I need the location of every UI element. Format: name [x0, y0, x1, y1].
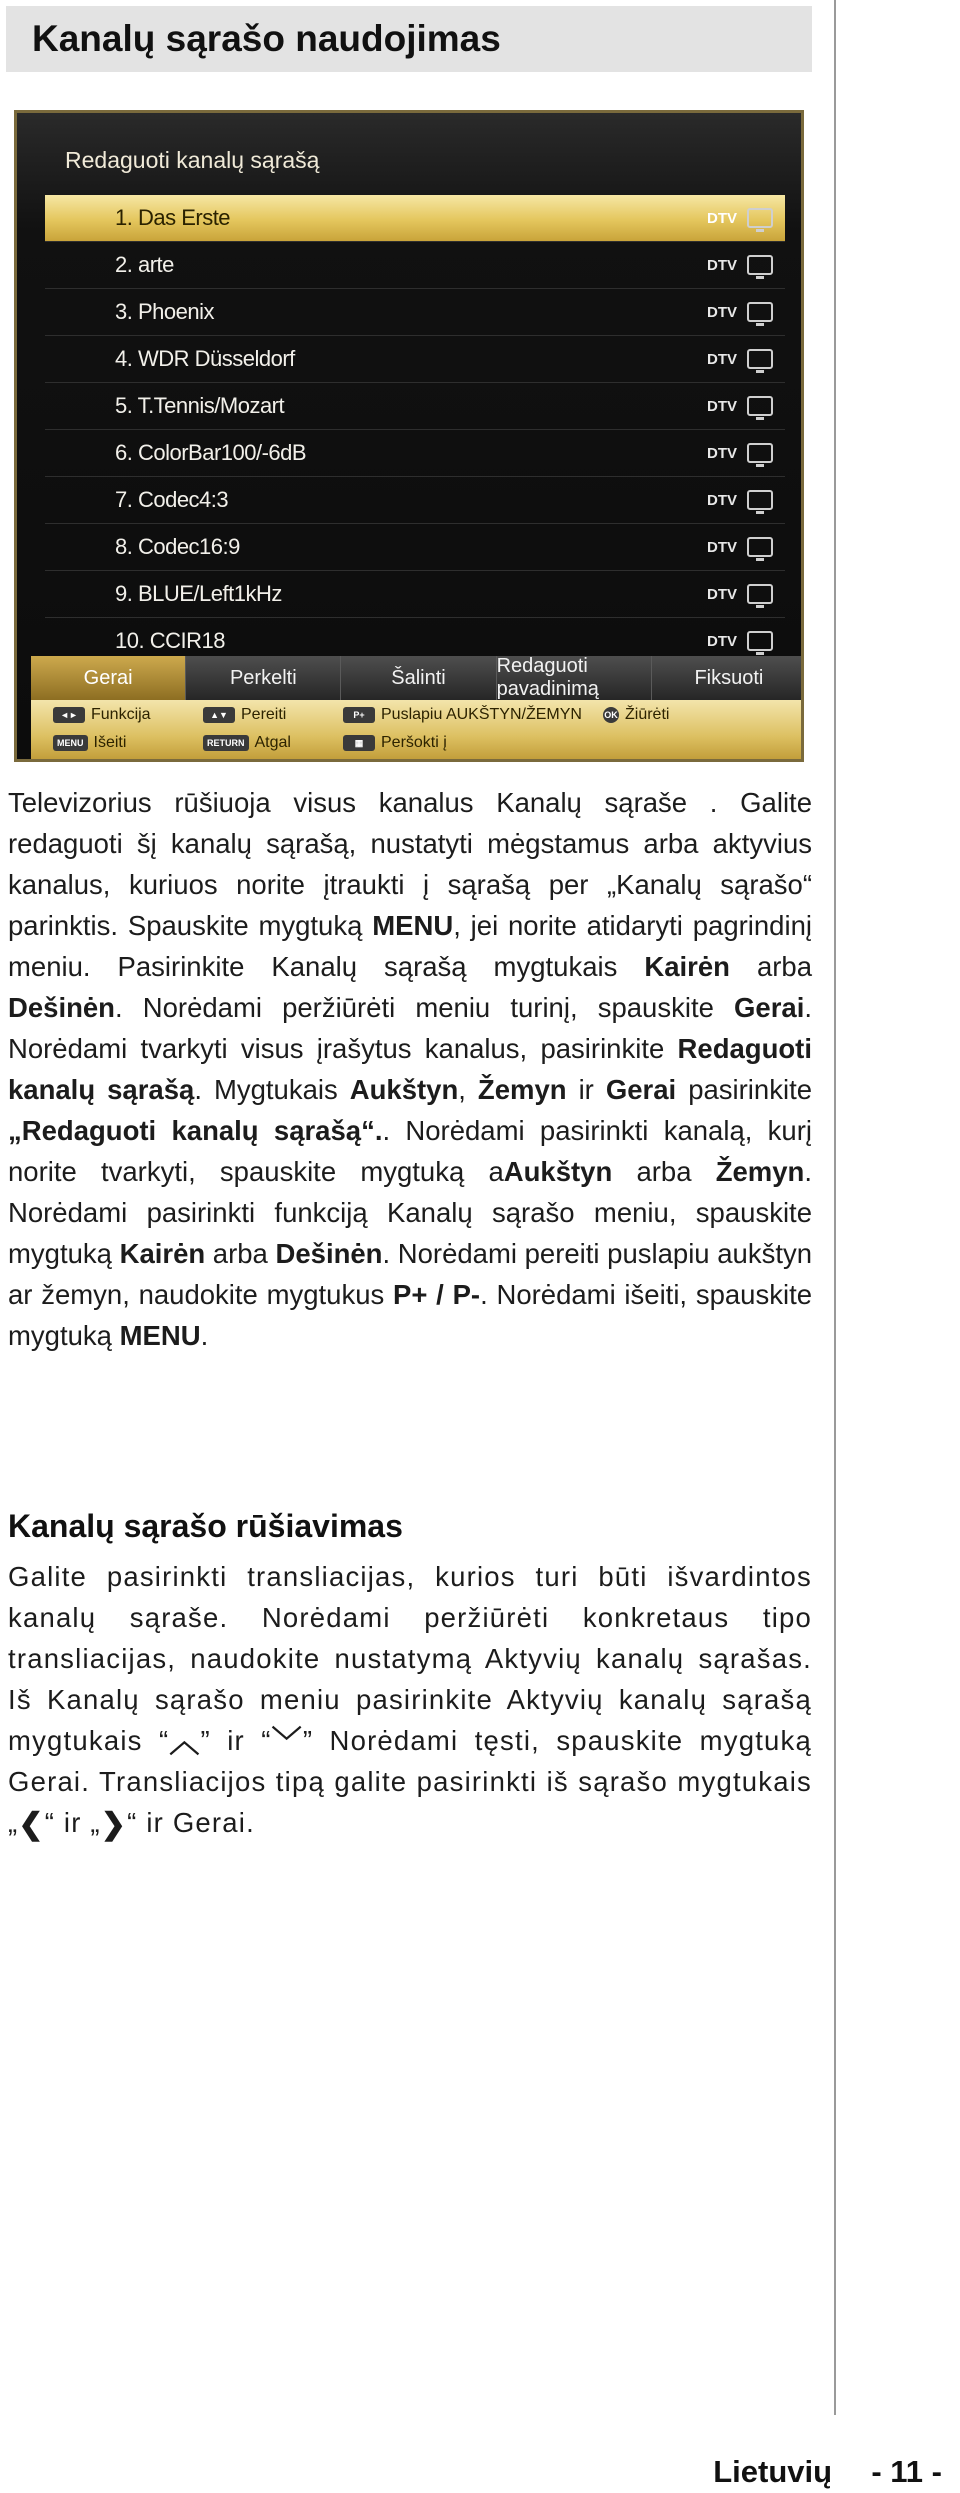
intro-paragraph: Televizorius rūšiuoja visus kanalus Kanalų sąraše . Galite redaguoti šį kanalų sąrašą, nustatyti mėgstamus arba aktyvius kanalus, kuriuos norite įtraukti į sąrašą per „Kanalų sąrašo“ parinktis. Spauskite mygtuką MENU, jei norite atidaryti pagrindinį meniu. Pasirinkite Kanalų sąrašą mygtukais Kairėn arba Dešinėn. Norėdami peržiūrėti meniu turinį, spauskite Gerai. Norėdami tvarkyti visus įrašytus kanalus, pasirinkite Redaguoti kanalų sąrašą. Mygtukais Aukštyn, Žemyn ir Gerai pasirinkite „Redaguoti kanalų sąrašą“.. Norėdami pasirinkti kanalą, kurį norite tvarkyti, spauskite mygtuką aAukštyn arba Žemyn. Norėdami pasirinkti funkciją Kanalų sąrašo meniu, spauskite mygtuką Kairėn arba Dešinėn. Norėdami pereiti puslapiu aukštyn ar žemyn, naudokite mygtukus P+ / P-. Norėdami išeiti, spauskite mygtuką MENU.: [8, 787, 813, 1351]
channel-row[interactable]: [45, 383, 785, 430]
footer-page-number: - 11 -: [871, 2454, 942, 2489]
tv-icon: [747, 255, 773, 275]
channel-row[interactable]: [45, 242, 785, 289]
channel-name: 4. WDR Düsseldorf: [115, 346, 295, 371]
tv-icon: [747, 584, 773, 604]
page-footer: [713, 2454, 942, 2490]
menu-key-icon: MENU: [53, 735, 88, 751]
number-keys-icon: ▦: [343, 735, 375, 751]
channel-type-label: DTV: [707, 397, 737, 415]
channel-name: 10. CCIR18: [115, 628, 225, 653]
help-ziureti: OK Žiūrėti: [604, 706, 670, 723]
up-down-key-icon: ▲▼: [203, 707, 235, 723]
p-plus-key-icon: P+: [343, 707, 375, 723]
tv-icon: [747, 443, 773, 463]
channel-type-label: DTV: [707, 256, 737, 274]
channel-row[interactable]: [45, 289, 785, 336]
channel-type-label: DTV: [707, 209, 737, 227]
tv-help-bar: [31, 700, 804, 762]
help-atgal: RETURN Atgal: [203, 734, 291, 752]
channel-name: 3. Phoenix: [115, 299, 214, 324]
section-heading-bar: [6, 6, 812, 72]
channel-row[interactable]: [45, 524, 785, 571]
tv-icon: [747, 302, 773, 322]
channel-row[interactable]: [45, 336, 785, 383]
chevron-left-icon: ❮: [18, 1807, 45, 1841]
channel-name: 9. BLUE/Left1kHz: [115, 581, 282, 606]
channel-name: 7. Codec4:3: [115, 487, 229, 512]
chevron-down-icon: ﹀: [271, 1725, 303, 1759]
tv-screenshot: [14, 110, 804, 762]
sorting-paragraph: Galite pasirinkti transliacijas, kurios turi būti išvardintos kanalų sąraše. Norėdami peržiūrėti konkretaus tipo transliacijas, naudokite nustatymą Aktyvių kanalų sąrašas. Iš Kanalų sąrašo meniu pasirinkite Aktyvių kanalų sąrašą mygtukais “︿” ir “﹀” Norėdami tęsti, spauskite mygtuką Gerai. Transliacijos tipą galite pasirinkti iš sąrašo mygtukais „❮“ ir „❯“ ir Gerai.: [8, 1561, 812, 1841]
tv-icon: [747, 537, 773, 557]
tv-icon: [747, 631, 773, 651]
channel-row[interactable]: [45, 195, 785, 242]
channel-name: 6. ColorBar100/-6dB: [115, 440, 307, 465]
tv-icon: [747, 396, 773, 416]
channel-row[interactable]: [45, 477, 785, 524]
left-right-key-icon: ◄►: [53, 707, 85, 723]
channel-type-label: DTV: [707, 632, 737, 650]
tv-tab[interactable]: Redaguoti pavadinimą: [497, 656, 652, 700]
page-margin-line: [834, 0, 836, 2415]
tv-icon: [747, 349, 773, 369]
tv-tab[interactable]: Fiksuoti: [652, 656, 804, 700]
channel-name: 1. Das Erste: [115, 205, 231, 230]
help-iseiti: MENU Išeiti: [53, 734, 126, 752]
tv-icon: [747, 490, 773, 510]
tv-tab[interactable]: Šalinti: [341, 656, 496, 700]
help-persokti: ▦ Peršokti į: [343, 734, 447, 752]
help-pereiti: ▲▼ Pereiti: [203, 706, 286, 724]
chevron-up-icon: ︿: [169, 1725, 201, 1759]
channel-type-label: DTV: [707, 491, 737, 509]
help-puslapiu: P+ Puslapiu AUKŠTYN/ŽEMYN: [343, 706, 582, 724]
channel-row[interactable]: [45, 571, 785, 618]
channel-type-label: DTV: [707, 350, 737, 368]
footer-language: Lietuvių: [713, 2454, 833, 2489]
channel-name: 5. T.Tennis/Mozart: [115, 393, 285, 418]
tv-function-tabs: [31, 656, 804, 700]
help-funkcija: ◄► Funkcija: [53, 706, 151, 724]
channel-list: [45, 195, 785, 665]
tv-tab[interactable]: Gerai: [31, 656, 186, 700]
channel-type-label: DTV: [707, 444, 737, 462]
channel-type-label: DTV: [707, 538, 737, 556]
chevron-right-icon: ❯: [100, 1807, 128, 1841]
ok-key-icon: OK: [603, 707, 619, 723]
tv-tab[interactable]: Perkelti: [186, 656, 341, 700]
channel-name: 2. arte: [115, 252, 174, 277]
channel-name: 8. Codec16:9: [115, 534, 240, 559]
page-title: Kanalų sąrašo naudojimas: [32, 18, 501, 59]
tv-menu-title: Redaguoti kanalų sąrašą: [65, 147, 320, 173]
channel-type-label: DTV: [707, 585, 737, 603]
subheading-sorting: Kanalų sąrašo rūšiavimas: [8, 1508, 403, 1544]
channel-row[interactable]: [45, 430, 785, 477]
channel-type-label: DTV: [707, 303, 737, 321]
tv-icon: [747, 208, 773, 228]
return-key-icon: RETURN: [203, 735, 249, 751]
